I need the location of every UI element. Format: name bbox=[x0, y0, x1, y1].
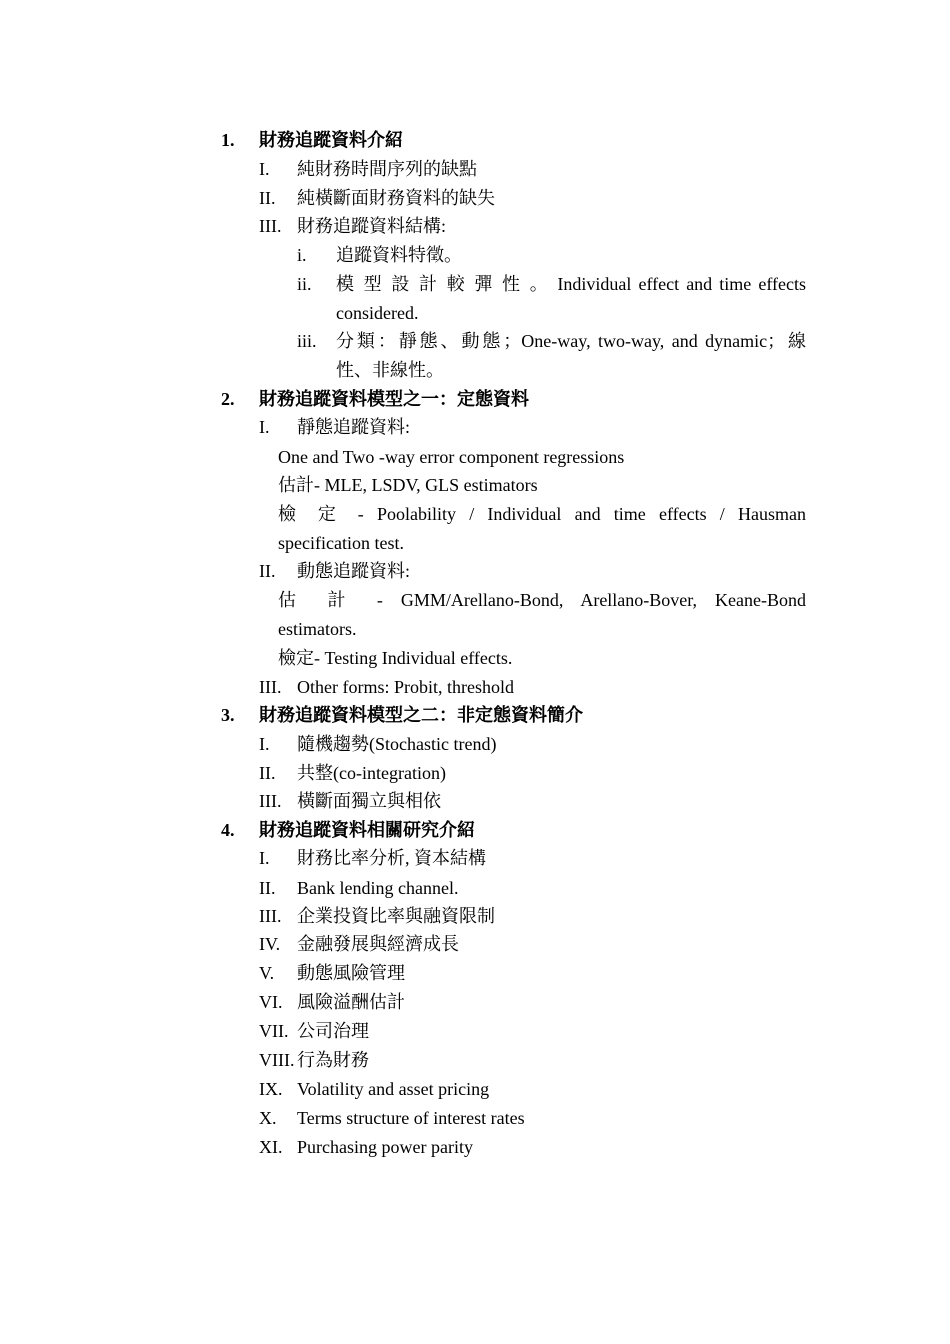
sublist-item-text-cont: 性、非線性。 bbox=[336, 360, 444, 380]
sublist-item-text: 分類：靜態、動態；One-way, two-way, and dynamic；線 bbox=[336, 331, 806, 351]
list-item-text: 動態追蹤資料: bbox=[297, 561, 411, 581]
paragraph: 檢定- Testing Individual effects. bbox=[278, 648, 513, 668]
list-item-label: I. bbox=[259, 734, 270, 754]
list-item-label: II. bbox=[259, 561, 276, 581]
list-item-text: Volatility and asset pricing bbox=[297, 1079, 490, 1099]
section-2-title: 財務追蹤資料模型之一：定態資料 bbox=[259, 389, 529, 409]
section-2-number: 2. bbox=[221, 389, 235, 409]
list-item-text: Other forms: Probit, threshold bbox=[297, 677, 514, 697]
list-item-label: II. bbox=[259, 763, 276, 783]
sublist-item-label: i. bbox=[297, 245, 307, 265]
list-item-text: 共整(co-integration) bbox=[297, 763, 446, 783]
list-item-text: 隨機趨勢(Stochastic trend) bbox=[297, 734, 497, 754]
paragraph: 估計- MLE, LSDV, GLS estimators bbox=[278, 475, 538, 495]
list-item-label: III. bbox=[259, 906, 282, 926]
list-item-text: 財務比率分析, 資本結構 bbox=[297, 848, 486, 868]
list-item-label: II. bbox=[259, 188, 276, 208]
section-4-title: 財務追蹤資料相關研究介紹 bbox=[259, 820, 475, 840]
list-item-text: 財務追蹤資料結構: bbox=[297, 216, 447, 236]
list-item-text: 企業投資比率與融資限制 bbox=[297, 906, 495, 926]
list-item-label: III. bbox=[259, 791, 282, 811]
list-item-text: Purchasing power parity bbox=[297, 1137, 473, 1157]
list-item-label: X. bbox=[259, 1108, 277, 1128]
list-item-label: VIII. bbox=[259, 1050, 295, 1070]
list-item-label: V. bbox=[259, 963, 275, 983]
section-1-title: 財務追蹤資料介紹 bbox=[259, 130, 403, 150]
sublist-item-text: 追蹤資料特徵。 bbox=[336, 245, 462, 265]
list-item-label: I. bbox=[259, 159, 270, 179]
list-item-label: I. bbox=[259, 417, 270, 437]
list-item-label: III. bbox=[259, 677, 282, 697]
list-item-label: VII. bbox=[259, 1021, 289, 1041]
section-3-number: 3. bbox=[221, 705, 235, 725]
section-1-number: 1. bbox=[221, 130, 235, 150]
list-item-text: 公司治理 bbox=[297, 1021, 369, 1041]
list-item-text: 純財務時間序列的缺點 bbox=[297, 159, 477, 179]
list-item-text: 純橫斷面財務資料的缺失 bbox=[297, 188, 495, 208]
list-item-text: Terms structure of interest rates bbox=[297, 1108, 525, 1128]
section-4-number: 4. bbox=[221, 820, 235, 840]
list-item-label: II. bbox=[259, 878, 276, 898]
list-item-text: 橫斷面獨立與相依 bbox=[297, 791, 441, 811]
paragraph-cont: specification test. bbox=[278, 533, 404, 553]
list-item-label: IX. bbox=[259, 1079, 283, 1099]
list-item-text: 動態風險管理 bbox=[297, 963, 405, 983]
sublist-item-label: iii. bbox=[297, 331, 317, 351]
list-item-text: 金融發展與經濟成長 bbox=[297, 934, 459, 954]
paragraph: One and Two -way error component regressions bbox=[278, 447, 625, 467]
list-item-label: VI. bbox=[259, 992, 283, 1012]
list-item-text: Bank lending channel. bbox=[297, 878, 459, 898]
paragraph: 檢 定 - Poolability / Individual and time effects / Hausman bbox=[278, 504, 806, 524]
paragraph-cont: estimators. bbox=[278, 619, 357, 639]
sublist-item-text-cont: considered. bbox=[336, 303, 419, 323]
list-item-label: IV. bbox=[259, 934, 281, 954]
sublist-item-label: ii. bbox=[297, 274, 312, 294]
list-item-text: 靜態追蹤資料: bbox=[297, 417, 411, 437]
paragraph: 估 計 - GMM/Arellano-Bond, Arellano-Bover, Keane-Bond bbox=[278, 590, 806, 610]
sublist-item-text: 模 型 設 計 較 彈 性 。 Individual effect and time effects bbox=[336, 274, 806, 294]
list-item-label: XI. bbox=[259, 1137, 283, 1157]
list-item-text: 風險溢酬估計 bbox=[297, 992, 405, 1012]
list-item-label: III. bbox=[259, 216, 282, 236]
section-3-title: 財務追蹤資料模型之二：非定態資料簡介 bbox=[259, 705, 583, 725]
list-item-label: I. bbox=[259, 848, 270, 868]
list-item-text: 行為財務 bbox=[297, 1050, 369, 1070]
